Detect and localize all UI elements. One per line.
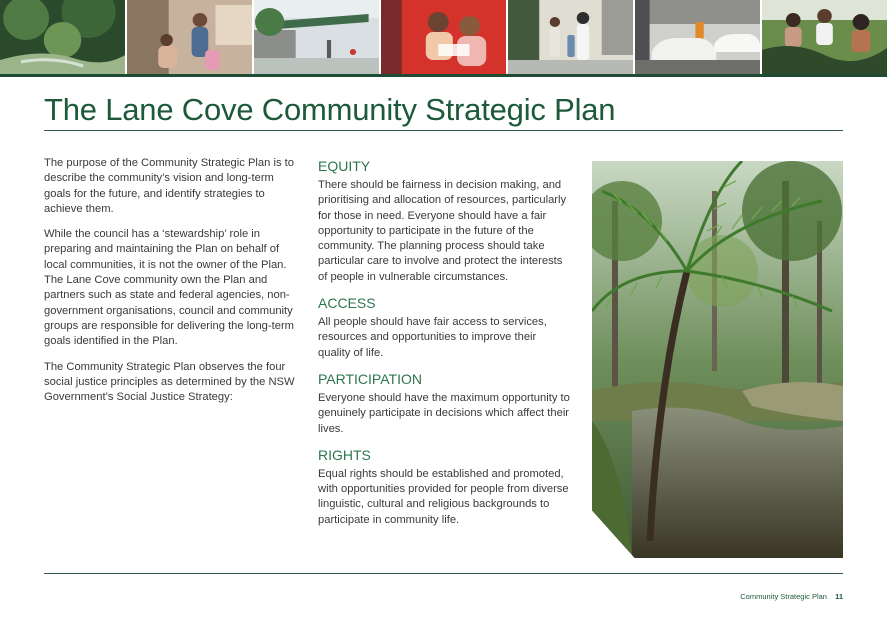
header-photo-strip: [0, 0, 887, 74]
footer-divider: [44, 573, 843, 574]
intro-column: [44, 156, 296, 415]
page-title: The Lane Cove Community Strategic Plan: [44, 92, 616, 127]
principle-rights: [318, 447, 570, 528]
electric-car-charging-photo: [635, 0, 760, 74]
principle-heading: RIGHTS: [318, 446, 371, 463]
tree-fern-creek-photo: [592, 161, 843, 558]
principle-text: All people should have fair access to services, resources and opportunities to improve their quality of life.: [318, 316, 547, 359]
footer-label: Community Strategic Plan: [740, 592, 827, 601]
principle-text: Equal rights should be established and promoted, with opportunities provided for people from diverse linguistic, cultural and religious backgrounds to participate in community life.: [318, 467, 569, 526]
principle-equity: [318, 158, 570, 285]
intro-paragraph: The purpose of the Community Strategic Plan is to describe the community’s vision and long-term goals for the future, and identify strategies to achieve them.: [44, 157, 294, 215]
street-walk-photo: [508, 0, 633, 74]
intro-paragraph: The Community Strategic Plan observes the four social justice principles as determined by the NSW Government’s Social Justice Strategy:: [44, 360, 295, 404]
plaza-pavilion-photo: [254, 0, 379, 74]
intro-paragraph: While the council has a ‘stewardship’ role in preparing and maintaining the Plan on behalf of local communities, it is not the owner of the Plan. The Lane Cove community own the Plan and partners such as state and federal agencies, non-government organisations, council and community groups are responsible for delivering the long-term goals identified in the Plan.: [44, 228, 294, 348]
page-number: 11: [835, 592, 843, 601]
principle-text: Everyone should have the maximum opportunity to genuinely participate in decisions which affect their lives.: [318, 391, 570, 435]
rainforest-creek-photo: [0, 0, 125, 74]
principles-column: [318, 158, 570, 538]
principle-heading: ACCESS: [318, 295, 376, 312]
volunteers-planting-photo: [762, 0, 887, 74]
principle-access: [318, 295, 570, 361]
principle-heading: PARTICIPATION: [318, 370, 422, 387]
title-divider: [44, 130, 843, 131]
library-children-photo: [127, 0, 252, 74]
principle-heading: EQUITY: [318, 158, 371, 174]
principle-text: There should be fairness in decision making, and prioritising and allocation of resources, particularly for those in need. Everyone should have a fair opportunity to participate in the future of the community. The planning process should take particular care to involve and protect the interests of people in vulnerable circumstances.: [318, 179, 567, 283]
page-footer: [740, 592, 843, 601]
principle-participation: [318, 371, 570, 437]
header-strip-divider: [0, 74, 887, 77]
children-reading-photo: [381, 0, 506, 74]
